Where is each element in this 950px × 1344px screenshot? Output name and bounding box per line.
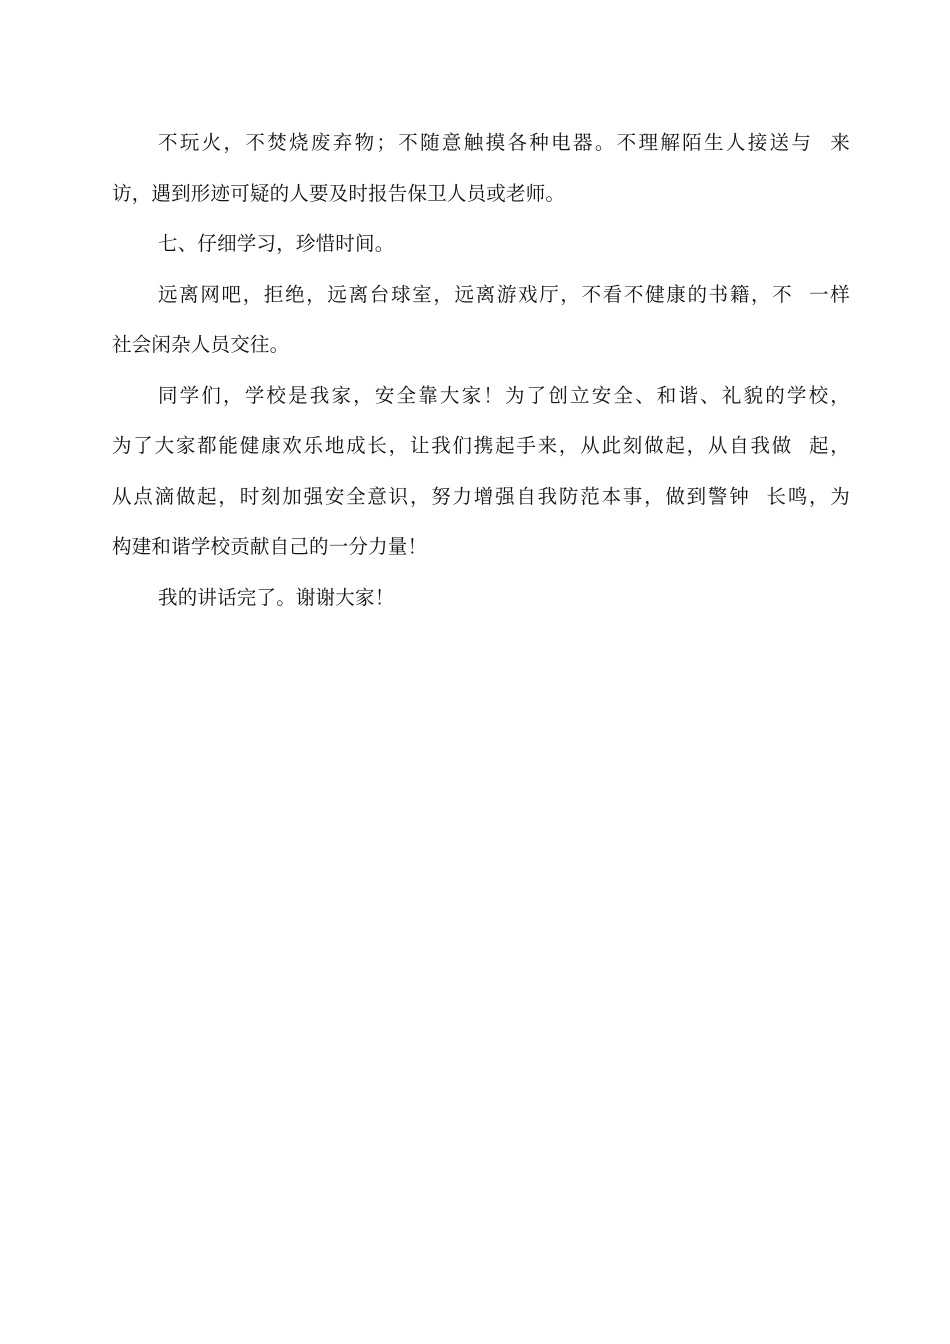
text-line: 构建和谐学校贡献自己的一分力量！ (112, 535, 428, 558)
section-heading: 七、仔细学习，珍惜时间。 (158, 232, 395, 255)
text-line: 远离网吧，拒绝，远离台球室，远离游戏厅，不看不健康的书籍，不 一样 (158, 282, 850, 306)
text-line: 同学们，学校是我家，安全靠大家！为了创立安全、和谐、礼貌的学校， (158, 383, 850, 407)
text-line: 为了大家都能健康欢乐地成长，让我们携起手来，从此刻做起，从自我做 起， (112, 434, 850, 457)
text-line: 社会闲杂人员交往。 (112, 333, 290, 356)
document-body (112, 124, 850, 629)
text-line: 从点滴做起，时刻加强安全意识，努力增强自我防范本事，做到警钟 长鸣，为 (112, 484, 850, 508)
text-line: 访，遇到形迹可疑的人要及时报告保卫人员或老师。 (112, 181, 566, 205)
closing-line: 我的讲话完了。谢谢大家！ (158, 585, 395, 609)
text-line: 不玩火，不焚烧废弃物；不随意触摸各种电器。不理解陌生人接送与 来 (158, 131, 850, 154)
